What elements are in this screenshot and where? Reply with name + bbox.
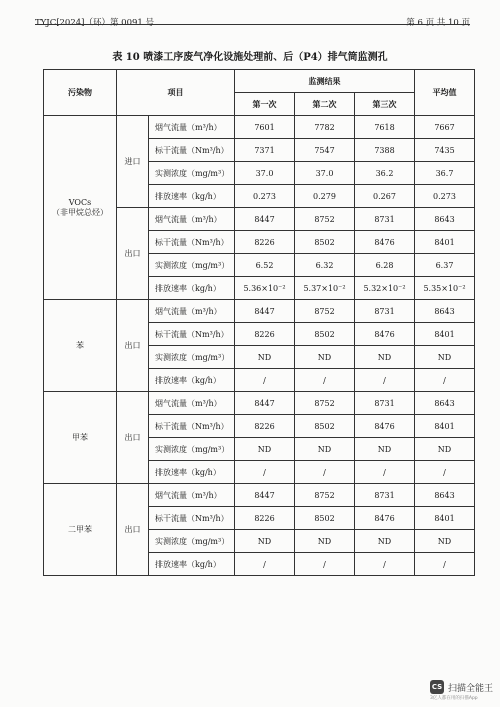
table-row [44,116,475,139]
header-item: 项目 [117,70,235,116]
header-run-3: 第三次 [355,93,415,116]
header-results: 监测结果 [235,70,415,93]
monitoring-table [43,69,475,576]
item-unit: （kg/h） [187,559,221,569]
item-label: 排放速率 [155,375,187,385]
value-cell: 7371 [235,139,295,162]
item-label: 烟气流量 [155,214,187,224]
item-cell [149,185,235,208]
header-run-2: 第二次 [295,93,355,116]
item-cell [149,484,235,507]
average-cell: 8401 [415,415,475,438]
item-label: 实测浓度 [155,260,187,270]
scanner-logo-icon: CS [430,680,444,694]
value-cell: / [355,553,415,576]
value-cell: ND [295,530,355,553]
value-cell: / [295,369,355,392]
value-cell: ND [235,346,295,369]
pollutant-cell [44,392,117,484]
value-cell: 8476 [355,231,415,254]
item-unit: （mg/m³） [187,352,230,362]
average-cell: 7667 [415,116,475,139]
value-cell: 8731 [355,484,415,507]
average-cell: 8401 [415,323,475,346]
item-unit: （mg/m³） [187,444,230,454]
item-unit: （kg/h） [187,467,221,477]
item-label: 标干流量 [155,237,187,247]
item-cell [149,392,235,415]
pollutant-cell [44,300,117,392]
value-cell: 8731 [355,392,415,415]
average-cell: 6.37 [415,254,475,277]
average-cell: 8643 [415,392,475,415]
value-cell: 8476 [355,415,415,438]
average-cell: / [415,553,475,576]
average-cell: ND [415,438,475,461]
average-cell: 36.7 [415,162,475,185]
pollutant-cell [44,484,117,576]
item-unit: （m³/h） [187,306,222,316]
item-cell [149,438,235,461]
item-label: 实测浓度 [155,536,187,546]
value-cell: 8447 [235,392,295,415]
average-cell: ND [415,530,475,553]
header-run-1: 第一次 [235,93,295,116]
value-cell: 8226 [235,323,295,346]
item-unit: （Nm³/h） [187,145,229,155]
item-label: 实测浓度 [155,352,187,362]
value-cell: 36.2 [355,162,415,185]
item-cell [149,231,235,254]
value-cell: ND [355,530,415,553]
item-cell [149,254,235,277]
value-cell: 6.28 [355,254,415,277]
pollutant-name: 二甲苯 [68,525,92,534]
table-row [44,392,475,415]
location-cell: 出口 [117,484,149,576]
location-cell: 进口 [117,116,149,208]
value-cell: / [295,553,355,576]
average-cell: / [415,461,475,484]
value-cell: 8502 [295,323,355,346]
value-cell: 8752 [295,484,355,507]
average-cell: 8643 [415,208,475,231]
item-cell [149,208,235,231]
header-pollutant: 污染物 [44,70,117,116]
value-cell: 8226 [235,507,295,530]
value-cell: 8502 [295,415,355,438]
value-cell: / [355,369,415,392]
location-cell: 出口 [117,300,149,392]
average-cell: ND [415,346,475,369]
value-cell: 8731 [355,208,415,231]
value-cell: 8447 [235,484,295,507]
value-cell: 7782 [295,116,355,139]
item-unit: （Nm³/h） [187,513,229,523]
value-cell: 5.32×10⁻² [355,277,415,300]
item-cell [149,346,235,369]
item-unit: （mg/m³） [187,536,230,546]
item-unit: （kg/h） [187,375,221,385]
item-cell [149,369,235,392]
value-cell: ND [295,346,355,369]
item-label: 烟气流量 [155,398,187,408]
value-cell: / [355,461,415,484]
value-cell: 8226 [235,231,295,254]
value-cell: ND [235,530,295,553]
value-cell: 7601 [235,116,295,139]
average-cell: 8401 [415,231,475,254]
pollutant-name: VOCs [68,197,92,207]
table-row [44,484,475,507]
value-cell: / [235,553,295,576]
value-cell: ND [355,438,415,461]
item-unit: （Nm³/h） [187,329,229,339]
table-row [44,300,475,323]
average-cell: 8401 [415,507,475,530]
pollutant-name: 甲苯 [72,433,88,442]
header-rule [35,24,470,25]
item-cell [149,530,235,553]
value-cell: 5.37×10⁻² [295,277,355,300]
item-label: 排放速率 [155,467,187,477]
item-label: 烟气流量 [155,122,187,132]
value-cell: ND [355,346,415,369]
item-label: 标干流量 [155,329,187,339]
item-unit: （m³/h） [187,214,222,224]
value-cell: / [295,461,355,484]
value-cell: 8752 [295,300,355,323]
pollutant-name: 苯 [76,341,84,350]
item-label: 排放速率 [155,559,187,569]
value-cell: 5.36×10⁻² [235,277,295,300]
value-cell: 8502 [295,231,355,254]
value-cell: ND [235,438,295,461]
average-cell: 8643 [415,300,475,323]
value-cell: 0.267 [355,185,415,208]
item-cell [149,323,235,346]
item-label: 实测浓度 [155,444,187,454]
value-cell: 7547 [295,139,355,162]
item-unit: （Nm³/h） [187,421,229,431]
item-unit: （m³/h） [187,398,222,408]
value-cell: 8502 [295,507,355,530]
item-label: 实测浓度 [155,168,187,178]
value-cell: 8447 [235,300,295,323]
item-cell [149,116,235,139]
average-cell: 5.35×10⁻² [415,277,475,300]
item-unit: （m³/h） [187,490,222,500]
value-cell: 7618 [355,116,415,139]
item-cell [149,461,235,484]
scanner-app-name: 扫描全能王 [448,684,494,694]
item-unit: （Nm³/h） [187,237,229,247]
value-cell: 8731 [355,300,415,323]
value-cell: 6.32 [295,254,355,277]
value-cell: 8752 [295,392,355,415]
value-cell: 8476 [355,507,415,530]
value-cell: 7388 [355,139,415,162]
page-header [35,10,470,28]
table-body [44,116,475,576]
value-cell: ND [295,438,355,461]
item-label: 标干流量 [155,145,187,155]
item-cell [149,139,235,162]
item-cell [149,300,235,323]
value-cell: 8447 [235,208,295,231]
table-title: 表 10 喷漆工序废气净化设施处理前、后（P4）排气筒监测孔 [112,52,388,63]
value-cell: / [235,461,295,484]
average-cell: 7435 [415,139,475,162]
value-cell: 0.279 [295,185,355,208]
scanner-tagline: 3亿人都在用的扫描App [430,696,478,701]
item-cell [149,277,235,300]
pollutant-cell [44,116,117,300]
item-cell [149,162,235,185]
location-cell: 出口 [117,208,149,300]
pollutant-subname: （非甲烷总烃） [52,207,108,217]
item-label: 烟气流量 [155,490,187,500]
value-cell: 8476 [355,323,415,346]
value-cell: 6.52 [235,254,295,277]
average-cell: 8643 [415,484,475,507]
location-cell: 出口 [117,392,149,484]
item-unit: （kg/h） [187,191,221,201]
average-cell: 0.273 [415,185,475,208]
value-cell: 37.0 [295,162,355,185]
doc-number: TYJC[2024]（环）第 0091 号 [35,18,154,28]
item-label: 排放速率 [155,191,187,201]
value-cell: 8226 [235,415,295,438]
item-cell [149,415,235,438]
page-info: 第 6 页 共 10 页 [406,18,470,28]
item-unit: （kg/h） [187,283,221,293]
item-cell [149,553,235,576]
item-label: 标干流量 [155,421,187,431]
header-average: 平均值 [415,70,475,116]
item-label: 烟气流量 [155,306,187,316]
item-label: 标干流量 [155,513,187,523]
item-unit: （mg/m³） [187,260,230,270]
value-cell: 0.273 [235,185,295,208]
value-cell: / [235,369,295,392]
item-cell [149,507,235,530]
value-cell: 8752 [295,208,355,231]
item-unit: （mg/m³） [187,168,230,178]
average-cell: / [415,369,475,392]
item-unit: （m³/h） [187,122,222,132]
item-label: 排放速率 [155,283,187,293]
value-cell: 37.0 [235,162,295,185]
